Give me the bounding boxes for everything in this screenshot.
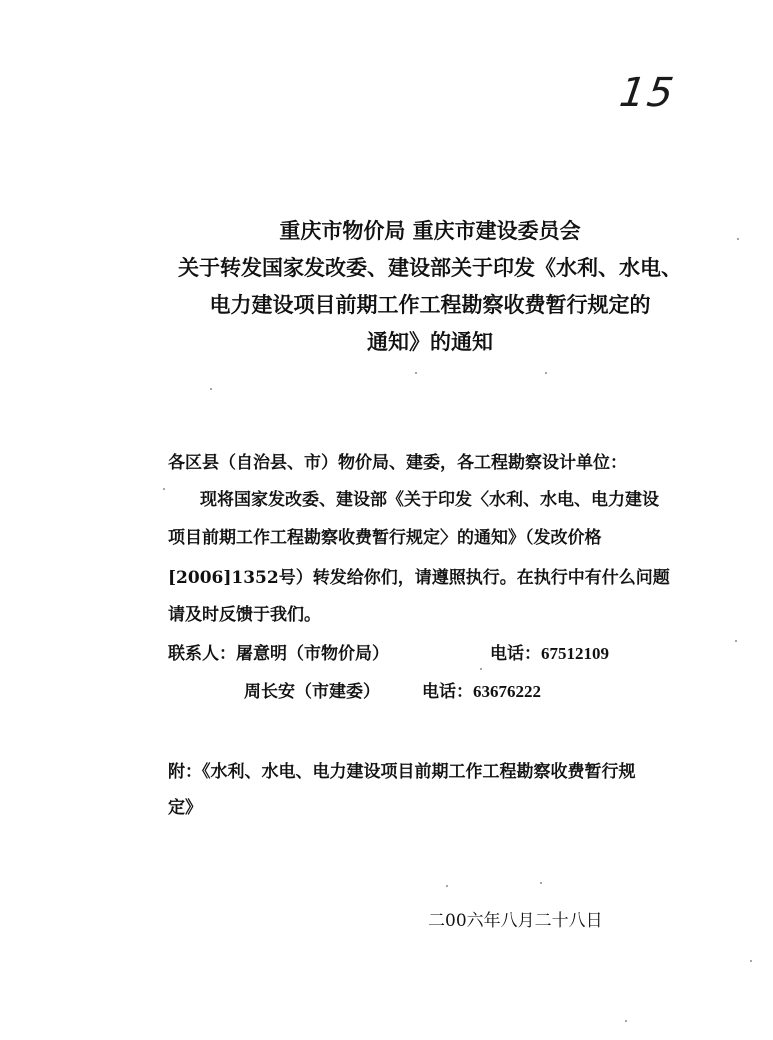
scan-speck	[480, 668, 482, 670]
contact-label: 联系人：	[168, 644, 236, 664]
scan-speck	[540, 882, 542, 884]
phone-label: 电话：	[490, 644, 541, 664]
scan-speck	[210, 388, 212, 390]
title-line-issuers: 重庆市物价局 重庆市建设委员会	[279, 218, 581, 243]
scan-speck	[735, 640, 737, 642]
document-title	[160, 216, 700, 356]
scan-speck	[750, 960, 752, 962]
attachment-line-1: 附：《水利、水电、电力建设项目前期工作工程勘察收费暂行规	[168, 762, 636, 782]
scan-speck	[545, 372, 547, 374]
body-paragraph-line-1: 现将国家发改委、建设部《关于印发〈水利、水电、电力建设	[200, 490, 659, 510]
phone-label: 电话：	[422, 682, 473, 702]
body-paragraph-line-3: [2006]1352号）转发给你们，请遵照执行。在执行中有什么问题	[168, 568, 670, 588]
scan-speck	[163, 488, 165, 490]
contact-row-1	[168, 643, 609, 665]
title-line-4: 通知》的通知	[367, 329, 493, 354]
attachment-line-2: 定》	[168, 798, 202, 818]
handwritten-page-number: 15	[616, 70, 679, 116]
contact-name: 周长安（市建委）	[244, 682, 380, 702]
scan-speck	[625, 1020, 627, 1022]
title-line-3: 电力建设项目前期工作工程勘察收费暂行规定的	[209, 292, 651, 317]
body-paragraph-line-2: 项目前期工作工程勘察收费暂行规定〉的通知》（发改价格	[168, 528, 602, 548]
body-paragraph-line-4: 请及时反馈于我们。	[168, 605, 321, 625]
addressee-line: 各区县（自治县、市）物价局、建委，各工程勘察设计单位：	[168, 453, 627, 473]
scan-speck	[446, 885, 448, 887]
scan-speck	[415, 372, 417, 374]
phone-number: 67512109	[541, 644, 609, 663]
contact-row-2	[168, 681, 541, 703]
contact-name: 屠意明（市物价局）	[236, 644, 389, 664]
phone-number: 63676222	[473, 682, 541, 701]
document-date: 二00六年八月二十八日	[428, 911, 603, 931]
title-line-2: 关于转发国家发改委、建设部关于印发《水利、水电、	[178, 255, 682, 280]
scan-speck	[737, 238, 739, 240]
